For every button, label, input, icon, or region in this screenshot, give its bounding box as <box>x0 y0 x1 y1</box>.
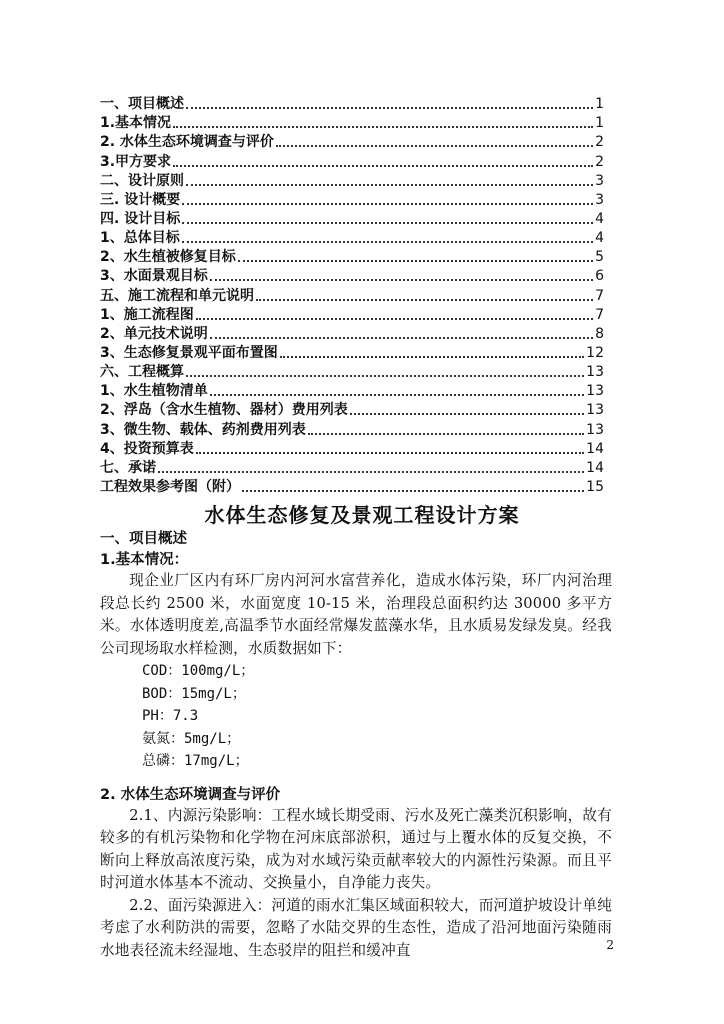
toc-entry[interactable] <box>100 95 604 114</box>
toc-entry[interactable] <box>100 344 604 363</box>
toc-entry-page: 6 <box>595 268 604 285</box>
toc-entry-page: 13 <box>586 383 604 400</box>
toc-entry-title: 1、施工流程图 <box>100 306 194 323</box>
toc-leader-dots <box>196 452 584 454</box>
toc-entry-page: 7 <box>595 306 604 323</box>
toc-entry-title: 2、水生植被修复目标 <box>100 249 236 266</box>
list-item: 氨氮：5mg/L； <box>142 730 241 747</box>
toc-entry-page: 1 <box>595 96 604 113</box>
toc-entry[interactable] <box>100 114 604 133</box>
toc-entry-page: 14 <box>586 459 604 476</box>
toc-entry-page: 7 <box>595 287 604 304</box>
table-of-contents <box>100 95 604 497</box>
list-item: COD：100mg/L； <box>142 663 255 679</box>
document-body <box>100 530 612 962</box>
subsection-heading: 1.基本情况： <box>100 552 189 568</box>
toc-entry[interactable] <box>100 401 604 420</box>
paragraph: 现企业厂区内有环厂房内河河水富营养化，造成水体污染，环厂内河治理段总长约 2500 米，水面宽度 10-15 米，治理段总面积约达 30000 多平方米。水体透明度差,高温季节水面经常爆发蓝藻水华，且水质易发绿发臭。经我公司现场取水样检测，水质数据如下： <box>100 572 612 657</box>
toc-leader-dots <box>276 145 593 147</box>
toc-entry-page: 13 <box>586 421 604 438</box>
toc-leader-dots <box>210 279 593 281</box>
toc-leader-dots <box>173 126 593 128</box>
toc-entry-title: 三. 设计概要 <box>100 191 181 208</box>
toc-entry[interactable] <box>100 229 604 248</box>
toc-leader-dots <box>182 241 593 243</box>
toc-entry-title: 2、单元技术说明 <box>100 325 208 342</box>
toc-entry[interactable] <box>100 478 604 497</box>
toc-entry[interactable] <box>100 172 604 191</box>
toc-entry[interactable] <box>100 306 604 325</box>
toc-entry-title: 3、微生物、载体、药剂费用列表 <box>100 421 306 438</box>
toc-leader-dots <box>182 203 593 205</box>
toc-entry-page: 13 <box>586 402 604 419</box>
toc-entry-page: 13 <box>586 364 604 381</box>
toc-leader-dots <box>182 222 593 224</box>
toc-entry-title: 五、施工流程和单元说明 <box>100 287 254 304</box>
toc-entry[interactable] <box>100 325 604 344</box>
toc-entry[interactable] <box>100 133 604 152</box>
toc-entry-page: 2 <box>595 153 604 170</box>
toc-entry-page: 5 <box>595 249 604 266</box>
toc-entry-page: 3 <box>595 191 604 208</box>
toc-entry-page: 4 <box>595 210 604 227</box>
toc-entry[interactable] <box>100 382 604 401</box>
toc-leader-dots <box>186 184 593 186</box>
toc-entry-title: 六、工程概算 <box>100 364 184 381</box>
toc-leader-dots <box>196 318 593 320</box>
toc-leader-dots <box>158 471 584 473</box>
toc-entry-title: 四. 设计目标 <box>100 210 181 227</box>
document-title: 水体生态修复及景观工程设计方案 <box>204 503 520 527</box>
toc-entry-page: 14 <box>586 440 604 457</box>
toc-leader-dots <box>186 375 584 377</box>
page-number: 2 <box>606 938 614 952</box>
toc-entry-title: 2、浮岛（含水生植物、器材）费用列表 <box>100 402 348 419</box>
toc-leader-dots <box>173 165 593 167</box>
toc-entry-title: 工程效果参考图（附） <box>100 478 240 495</box>
list-item: PH：7.3 <box>142 708 199 724</box>
section-heading: 一、项目概述 <box>100 531 187 547</box>
toc-entry-title: 七、承诺 <box>100 459 156 476</box>
toc-entry[interactable] <box>100 420 604 439</box>
toc-entry-title: 2. 水体生态环境调查与评价 <box>100 134 274 151</box>
toc-entry[interactable] <box>100 286 604 305</box>
toc-leader-dots <box>186 107 593 109</box>
toc-entry-title: 4、投资预算表 <box>100 440 194 457</box>
list-item: BOD：15mg/L； <box>142 685 246 702</box>
toc-leader-dots <box>210 394 584 396</box>
toc-entry[interactable] <box>100 248 604 267</box>
toc-entry-title: 3.甲方要求 <box>100 153 172 170</box>
toc-leader-dots <box>280 356 584 358</box>
toc-entry-page: 2 <box>595 134 604 151</box>
toc-leader-dots <box>308 433 584 435</box>
toc-entry-title: 3、水面景观目标 <box>100 268 208 285</box>
toc-entry-page: 15 <box>586 478 604 495</box>
toc-entry-title: 1.基本情况 <box>100 115 172 132</box>
toc-leader-dots <box>210 337 593 339</box>
toc-entry-title: 一、项目概述 <box>100 96 184 113</box>
toc-leader-dots <box>242 490 584 492</box>
paragraph: 2.1、内源污染影响：工程水域长期受雨、污水及死亡藻类沉积影响，故有较多的有机污染物和化学物在河床底部淤积，通过与上覆水体的反复交换，不断向上释放高浓度污染，成为对水域污染贡献率较大的内源性污染源。而且平时河道水体基本不流动、交换量小，自净能力丧失。 <box>100 806 612 891</box>
toc-entry-page: 4 <box>595 230 604 247</box>
toc-entry[interactable] <box>100 191 604 210</box>
subsection-heading: 2. 水体生态环境调查与评价 <box>100 786 281 803</box>
toc-entry[interactable] <box>100 440 604 459</box>
toc-entry-page: 8 <box>595 325 604 342</box>
water-quality-list <box>100 660 612 773</box>
toc-entry[interactable] <box>100 363 604 382</box>
toc-leader-dots <box>256 299 593 301</box>
toc-entry[interactable] <box>100 210 604 229</box>
toc-entry-page: 3 <box>595 172 604 189</box>
toc-entry-title: 1、总体目标 <box>100 230 180 247</box>
toc-entry-page: 12 <box>586 344 604 361</box>
toc-entry[interactable] <box>100 459 604 478</box>
toc-entry[interactable] <box>100 152 604 171</box>
toc-leader-dots <box>350 413 584 415</box>
toc-entry-title: 二、设计原则 <box>100 172 184 189</box>
toc-entry-page: 1 <box>595 115 604 132</box>
list-item: 总磷：17mg/L； <box>142 753 249 769</box>
toc-leader-dots <box>238 260 593 262</box>
toc-entry[interactable] <box>100 267 604 286</box>
paragraph: 2.2、面污染源进入：河道的雨水汇集区域面积较大，而河道护坡设计单纯考虑了水利防洪的需要，忽略了水陆交界的生态性，造成了沿河地面污染随雨水地表径流未经湿地、生态驳岸的阻拦和缓冲直 <box>100 896 612 959</box>
toc-entry-title: 1、水生植物清单 <box>100 383 208 400</box>
toc-entry-title: 3、生态修复景观平面布置图 <box>100 344 278 361</box>
